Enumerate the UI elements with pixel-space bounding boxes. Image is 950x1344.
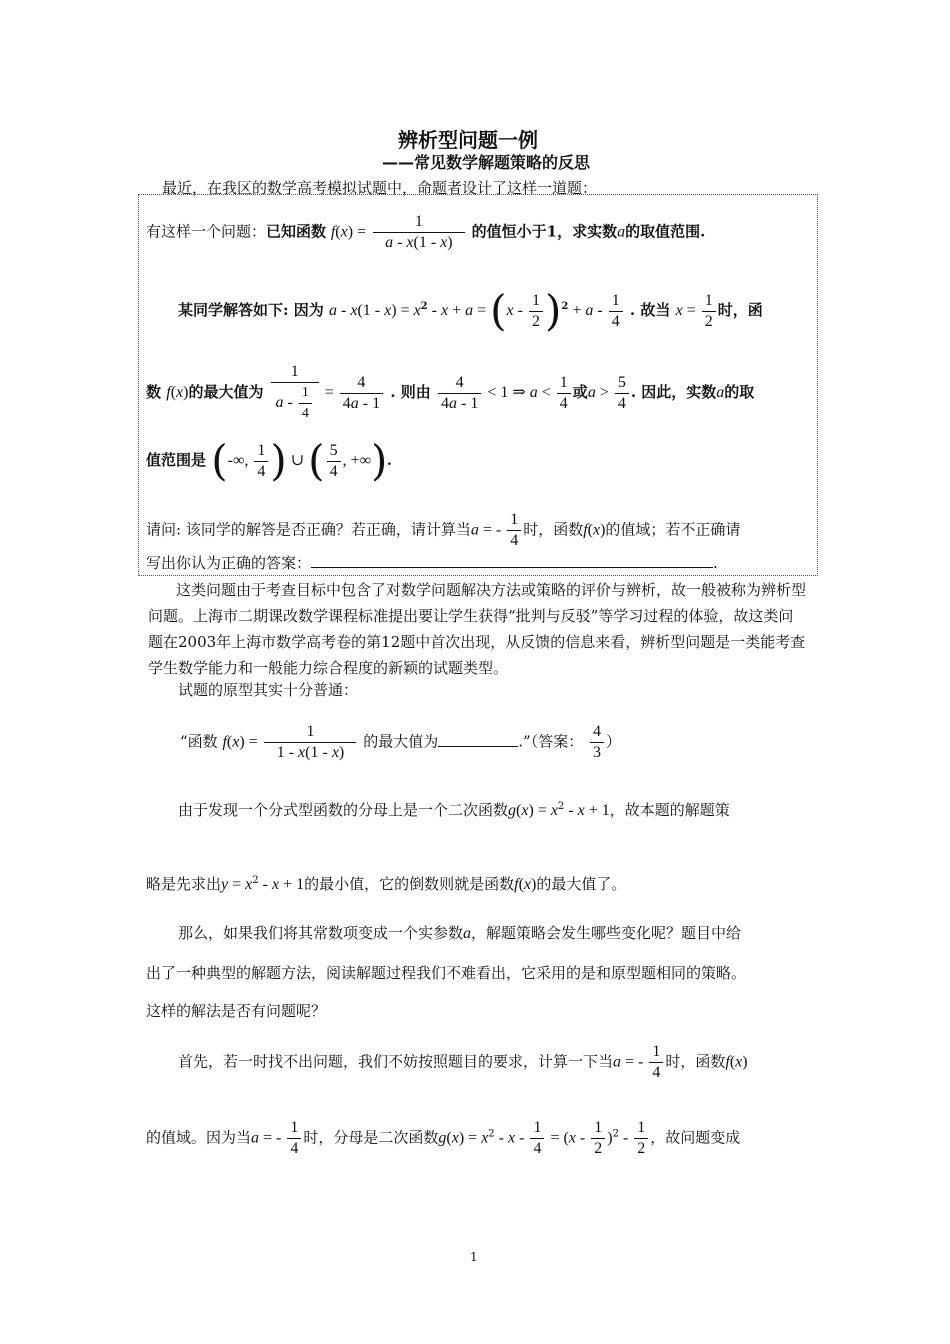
solution-line-2: 数 f(x)的最大值为 1 a - $\frac{1}{4}$ = $\frac{4}{4a - 1}$ . 则由 $\frac{4}{4a - 1}$ < 1 ⇒ a < $\frac{1}{4}$ 或a > $\frac{5}{4}$ . 因此，实数a的取 [146, 363, 755, 421]
paragraph-5-line-3: 这样的解法是否有问题呢？ [146, 1002, 327, 1020]
answer-line: 写出你认为正确的答案： . [146, 554, 718, 572]
paragraph-4-line-2: 略是先求出$y = x^2 - x + 1$的最小值，它的倒数则就是函数f(x)的最大值了。 [146, 875, 627, 893]
prototype-problem: “函数 f(x) = $\frac{1}{1 - x(1 - x)}$ 的最大值为 .”（答案： $\frac{4}{3}$ ） [180, 723, 622, 761]
answer-blank[interactable] [311, 553, 713, 568]
paragraph-4-line-1: 由于发现一个分式型函数的分母上是一个二次函数$g(x) = x^2 - x + 1$，故本题的解题策 [178, 801, 730, 819]
solution-line-3: 值范围是 (-∞, $\frac{1}{4}$ ) ∪ ( $\frac{5}{4}$ , +∞). [146, 436, 392, 485]
paragraph-6-line-2: 的值域。因为当a = - $\frac{1}{4}$ 时，分母是二次函数$g(x) = x^2 - x$ - $\frac{1}{4}$ = (x - $\frac{1}{2}$ )$^2$ - $\frac{1}{2}$ ，故问题变成 [146, 1119, 741, 1157]
solution-line-1: 某同学解答如下: 因为 $a - x(1 - x) = x^2 - x + a = (x$ - $\frac{1}{2}$ )$^2$ + a - $\frac{1}{4}$ . 故当 x = $\frac{1}{2}$ 时，函 [178, 286, 763, 335]
paragraph-1: 这类问题由于考查目标中包含了对数学问题解决方法或策略的评价与辨析，故一般被称为辨析型问题。上海市二期课改数学课程标准提出要让学生获得“批判与反驳”等学习过程的体验，故这类问题在2003年上海市数学高考卷的第12题中首次出现，从反馈的信息来看，辨析型问题是一类能考查学生数学能力和一般能力综合程度的新颖的试题类型。 [148, 581, 807, 677]
page-number: 1 [470, 1250, 478, 1264]
page-title: 辨析型问题一例 [398, 128, 538, 152]
page-subtitle: ——常见数学解题策略的反思 [382, 153, 591, 172]
paragraph-6-line-1: 首先，若一时找不出问题，我们不妨按照题目的要求，计算一下当a = - $\frac{1}{4}$ 时，函数f(x) [178, 1043, 748, 1081]
paragraph-5-line-2: 出了一种典型的解题方法，阅读解题过程我们不难看出，它采用的是和原型题相同的策略。 [146, 964, 747, 982]
question-line: 请问: 该同学的解答是否正确？若正确，请计算当a = - $\frac{1}{4}$ 时，函数f(x)的值域；若不正确请 [146, 511, 741, 549]
paragraph-2: 试题的原型其实十分普通： [178, 681, 359, 699]
problem-statement: 有这样一个问题：已知函数 f(x) = $\frac{1}{a - x(1 - x)}$ 的值恒小于1，求实数a的取值范围. [146, 213, 706, 251]
paragraph-5-line-1: 那么，如果我们将其常数项变成一个实参数a，解题策略会发生哪些变化呢？题目中给 [178, 924, 742, 942]
intro-text: 最近，在我区的数学高考模拟试题中，命题者设计了这样一道题： [162, 179, 598, 197]
